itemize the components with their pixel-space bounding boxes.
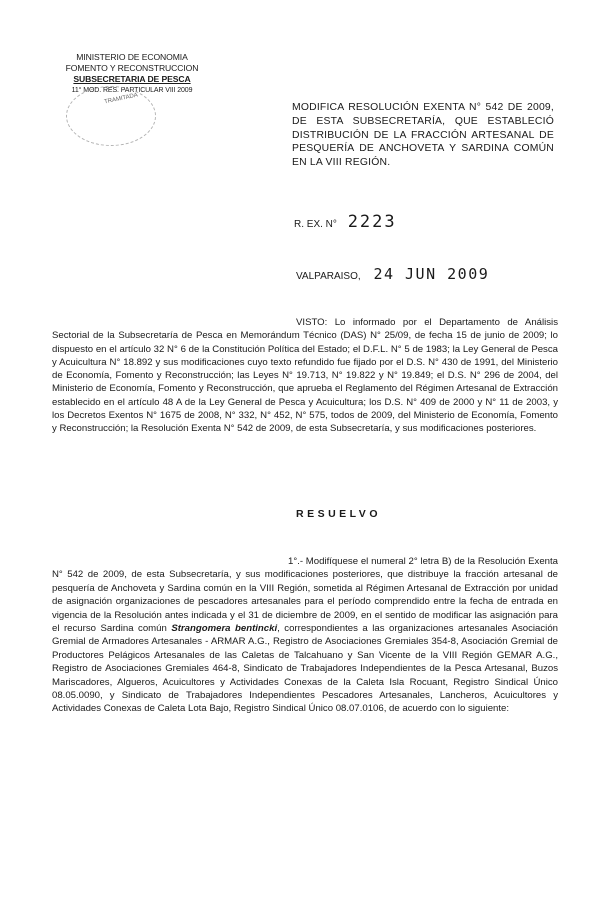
resuelvo-heading: RESUELVO [296,508,381,520]
article-1 [52,555,558,716]
resolution-label: R. EX. N° [294,219,337,230]
date-stamp: 24 JUN 2009 [373,265,490,283]
resolution-number-line [294,212,397,232]
article-1-paragraph [52,555,558,716]
visto-paragraph: VISTO: Lo informado por el Departamento de Análisis Sectorial de la Subsecretaría de Pesca en Memorándum Técnico (DAS) N° 25/09, de fecha 15 de junio de 2009; lo dispuesto en el artículo 32 N° 6 de la Constitución Política del Estado; el D.F.L. N° 5 de 1983; la Ley General de Pesca y Acuicultura N° 18.892 y sus modificaciones cuyo texto refundido fue fijado por el D.S. N° 430 de 1991, del Ministerio de Economía, Fomento y Reconstrucción; las Leyes N° 19.713, N° 19.822 y N° 19.849; el D.S. N° 296 de 2004, del Ministerio de Economía, Fomento y Reconstrucción, que aprueba el Reglamento del Régimen Artesanal de Extracción establecido en el artículo 48 A de la Ley General de Pesca y Acuicultura; los D.S. N° 409 de 2000 y N° 11 de 2003, y los Decretos Exentos N° 1675 de 2008, N° 332, N° 452, N° 575, todos de 2009, del Ministerio de Economía, Fomento y Reconstrucción; la Resolución Exenta N° 542 de 2009, de esta Subsecretaría, y sus modificaciones posteriores. [52,317,558,435]
resolution-number: 2223 [347,212,397,232]
place-date-line [296,265,489,283]
article-1-text-b: , correspondientes a las organizaciones artesanales Asociación Gremial de Armadores Artesanales - ARMAR A.G., Registro de Asociaciones Gremiales 354-8, Asociación Gremial de Productores Pelágicos Artesanales de las Caletas de Talcahuano y San Vicente de la VIII Región GEMAR A.G., Registro de Asociaciones Gremiales 464-8, Sindicato de Trabajadores Independientes de la Pesca Artesanal, Buzos Mariscadores, Algueros, Acuicultores y Actividades Conexas de la Caleta Isla Rocuant, Registro Sindical Único 08.05.0090, y Sindicato de Trabajadores Independientes Pescadores Artesanales, Lancheros, Acuicultores y Actividades Conexas de Caleta Lota Bajo, Registro Sindical Único 08.07.0106, de acuerdo con lo siguiente: [52,623,558,715]
resolution-subject: MODIFICA RESOLUCIÓN EXENTA N° 542 DE 2009, DE ESTA SUBSECRETARÍA, QUE ESTABLECIÓ DISTRIBUCIÓN DE LA FRACCIÓN ARTESANAL DE PESQUERÍA DE ANCHOVETA Y SARDINA COMÚN EN LA VIII REGIÓN. [292,102,554,169]
subsecretaria-name: SUBSECRETARIA DE PESCA [73,74,191,84]
ministry-name: MINISTERIO DE ECONOMIA [76,52,188,62]
article-1-text-a: 1°.- Modifíquese el numeral 2° letra B) de la Resolución Exenta N° 542 de 2009, de esta Subsecretaría, y sus modificaciones posteriores, que distribuye la fracción artesanal de pesquería de Anchoveta y Sardina común en la VIII Región, sometida al Régimen Artesanal de Extracción por unidad de asignación organizaciones de pescadores artesanales para el período comprendido entre la fecha de entrada en vigencia de la Resolución antes indicada y el 31 de diciembre de 2009, en el sentido de modificar las asignación para el recurso Sardina común [52,556,558,635]
reference-code: 11° MOD. RES. PARTICULAR VIII 2009 [71,87,193,94]
stamp-text: TRAMITADA [103,92,139,106]
ministry-subname: FOMENTO Y RECONSTRUCCION [65,63,199,73]
visto-section [52,316,558,436]
oval-stamp-icon [66,86,156,146]
place: VALPARAISO, [296,271,361,282]
species-name: Strangomera bentincki [171,623,278,635]
